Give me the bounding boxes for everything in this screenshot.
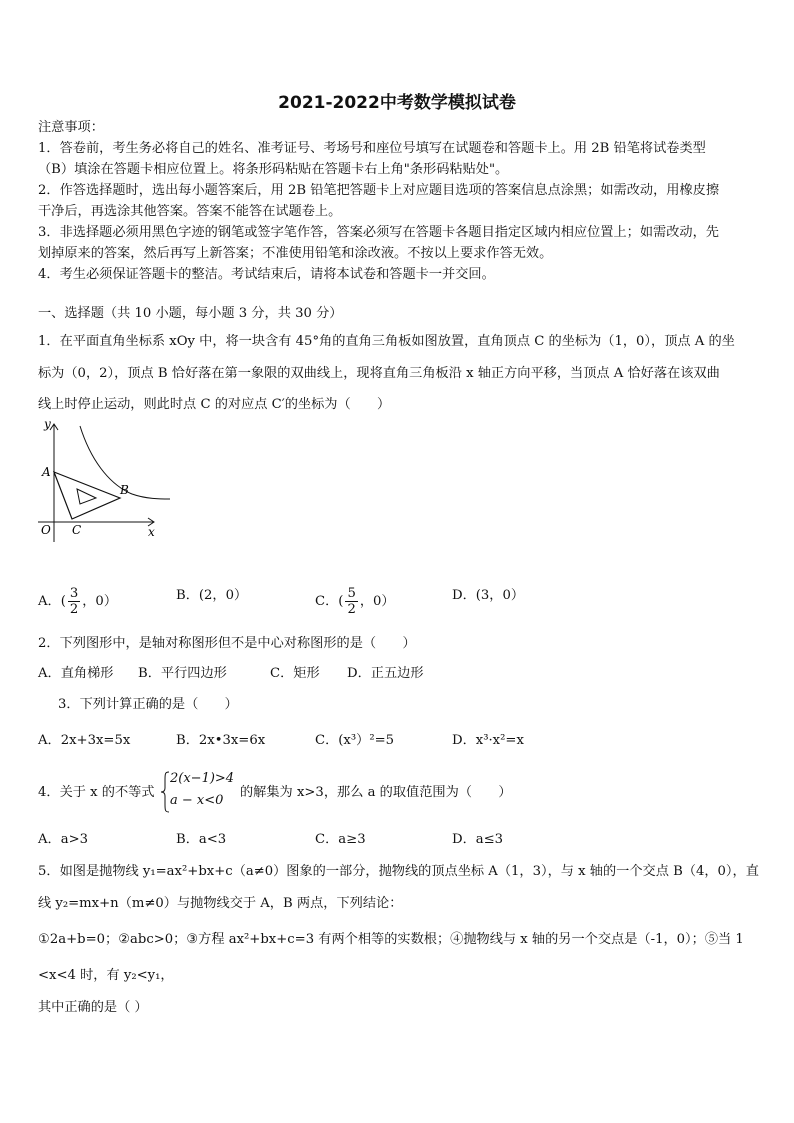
fraction: $\frac{3}{2}$ — [69, 586, 79, 617]
notice-line-6: 划掉原来的答案，然后再写上新答案；不准使用铅笔和涂改液。不按以上要求作答无效。 — [38, 246, 553, 261]
q3-option-b[interactable]: B．2x•3x=6x — [176, 733, 266, 748]
label-A: A — [42, 465, 51, 479]
brace-icon — [160, 770, 170, 814]
q1-line-1: 1．在平面直角坐标系 xOy 中，将一块含有 45°角的直角三角板如图放置，直角顶点 C 的坐标为（1，0），顶点 A 的坐 — [38, 334, 735, 349]
q1-option-d[interactable]: D．(3，0） — [452, 588, 525, 603]
label-y: y — [44, 418, 51, 431]
label-O: O — [41, 523, 51, 537]
notice-line-2: （B）填涂在答题卡相应位置上。将条形码粘贴在答题卡右上角"条形码粘贴处"。 — [38, 162, 509, 177]
q5-line-4: <x<4 时，有 y₂<y₁， — [38, 968, 174, 983]
q1-option-b[interactable]: B．(2，0） — [176, 588, 248, 603]
q5-line-2: 线 y₂=mx+n（m≠0）与抛物线交于 A，B 两点，下列结论： — [38, 896, 403, 911]
q4-option-a[interactable]: A．a>3 — [38, 832, 89, 847]
q1-line-2: 标为（0，2），顶点 B 恰好落在第一象限的双曲线上，现将直角三角板沿 x 轴正方向平移，当顶点 A 恰好落在该双曲 — [38, 366, 720, 381]
q4-stem-pre: 4．关于 x 的不等式 — [38, 785, 155, 800]
q4-option-d[interactable]: D．a≤3 — [452, 832, 504, 847]
q1-option-a[interactable]: A．( $\frac{3}{2}$ ，0） — [38, 586, 118, 617]
q5-line-5: 其中正确的是（ ） — [38, 1000, 148, 1015]
q4-inequality-system — [160, 770, 240, 814]
notice-line-7: 4．考生必须保证答题卡的整洁。考试结束后，请将本试卷和答题卡一并交回。 — [38, 267, 495, 282]
notice-line-1: 1．答卷前，考生务必将自己的姓名、准考证号、考场号和座位号填写在试题卷和答题卡上。用 2B 铅笔将试卷类型 — [38, 141, 706, 156]
q3-option-a[interactable]: A．2x+3x=5x — [38, 733, 131, 748]
q3-option-d[interactable]: D．x³·x²=x — [452, 733, 524, 748]
q2-stem: 2．下列图形中，是轴对称图形但不是中心对称图形的是（ ） — [38, 636, 416, 651]
q2-option-c[interactable]: C．矩形 — [270, 666, 320, 681]
q2-option-d[interactable]: D．正五边形 — [347, 666, 424, 681]
q4-option-b[interactable]: B．a<3 — [176, 832, 227, 847]
q4-inequality-row-2: a − x<0 — [170, 793, 224, 808]
q1-figure — [36, 418, 176, 542]
label-C: C — [72, 523, 82, 537]
notice-line-3: 2．作答选择题时，选出每小题答案后，用 2B 铅笔把答题卡上对应题目选项的答案信息点涂黑；如需改动，用橡皮擦 — [38, 183, 720, 198]
q3-option-c[interactable]: C．(x³）²=5 — [315, 733, 395, 748]
q1-option-c[interactable]: C．( $\frac{5}{2}$ ，0） — [315, 586, 395, 617]
q4-stem-post: 的解集为 x>3，那么 a 的取值范围为（ ） — [240, 785, 512, 800]
label-x: x — [148, 525, 155, 539]
q3-stem: 3．下列计算正确的是（ ） — [58, 697, 238, 712]
q1-line-3: 线上时停止运动，则此时点 C 的对应点 C′的坐标为（ ） — [38, 397, 391, 412]
section-heading: 一、选择题（共 10 小题，每小题 3 分，共 30 分） — [38, 306, 343, 321]
inner-triangle — [77, 489, 96, 504]
notice-line-4: 干净后，再选涂其他答案。答案不能答在试题卷上。 — [38, 204, 342, 219]
fraction: $\frac{5}{2}$ — [347, 586, 356, 617]
exam-title: 2021-2022中考数学模拟试卷 — [278, 93, 516, 113]
q5-line-3: ①2a+b=0；②abc>0；③方程 ax²+bx+c=3 有两个相等的实数根；④抛物线与 x 轴的另一个交点是（-1，0）；⑤当 1 — [38, 932, 744, 947]
q4-inequality-row-1: 2(x−1)>4 — [170, 771, 235, 786]
q5-line-1: 5．如图是抛物线 y₁=ax²+bx+c（a≠0）图象的一部分，抛物线的顶点坐标 A（1，3），与 x 轴的一个交点 B（4，0），直 — [38, 864, 759, 879]
q2-option-b[interactable]: B．平行四边形 — [138, 666, 227, 681]
notice-heading: 注意事项： — [38, 120, 104, 135]
q2-option-a[interactable]: A．直角梯形 — [38, 666, 114, 681]
q4-option-c[interactable]: C．a≥3 — [315, 832, 366, 847]
notice-line-5: 3．非选择题必须用黑色字迹的钢笔或签字笔作答，答案必须写在答题卡各题目指定区域内相应位置上；如需改动，先 — [38, 225, 719, 240]
label-B: B — [120, 483, 129, 497]
